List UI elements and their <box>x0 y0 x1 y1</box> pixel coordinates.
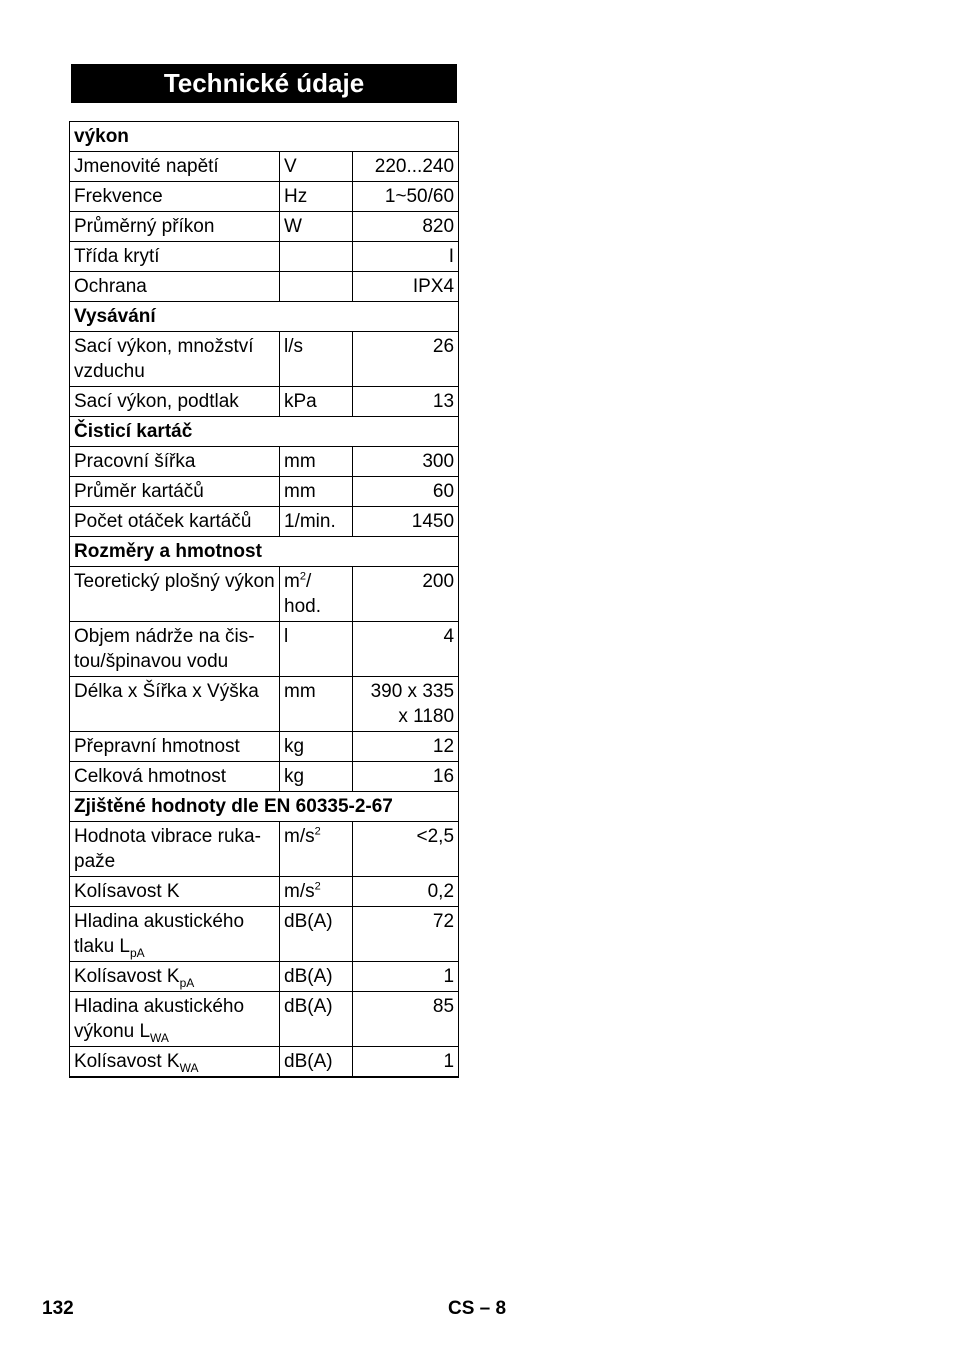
row-value: <2,5 <box>353 822 459 877</box>
row-unit <box>280 877 353 907</box>
row-unit: W <box>280 212 353 242</box>
row-unit <box>280 242 353 272</box>
row-label: Sací výkon, podtlak <box>70 387 280 417</box>
row-unit: 1/min. <box>280 507 353 537</box>
row-unit: l <box>280 622 353 677</box>
row-value: 72 <box>353 907 459 962</box>
label-text: Kolísavost K <box>74 1051 180 1072</box>
unit-superscript: 2 <box>314 825 321 838</box>
table-row <box>70 447 459 477</box>
row-value: 0,2 <box>353 877 459 907</box>
section-heading: výkon <box>70 122 459 152</box>
label-subscript: WA <box>150 1030 169 1045</box>
unit-base: m <box>284 571 300 592</box>
row-label: Pracovní šířka <box>70 447 280 477</box>
row-label: Počet otáček kartáčů <box>70 507 280 537</box>
section-heading-row <box>70 792 459 822</box>
row-unit: dB(A) <box>280 1047 353 1078</box>
table-row <box>70 567 459 622</box>
table-row <box>70 182 459 212</box>
row-value: 60 <box>353 477 459 507</box>
row-unit: kg <box>280 762 353 792</box>
label-text: Hladina akustického výkonu L <box>74 996 245 1042</box>
table-row <box>70 212 459 242</box>
row-label: Kolísavost K <box>70 877 280 907</box>
section-heading-row <box>70 122 459 152</box>
table-row <box>70 152 459 182</box>
row-label: Délka x Šířka x Výška <box>70 677 280 732</box>
row-label: Frekvence <box>70 182 280 212</box>
table-row <box>70 477 459 507</box>
section-heading-row <box>70 302 459 332</box>
section-heading-row <box>70 417 459 447</box>
row-unit: mm <box>280 677 353 732</box>
table-row <box>70 992 459 1047</box>
table-row <box>70 242 459 272</box>
table-row <box>70 1047 459 1078</box>
table-row <box>70 732 459 762</box>
row-label <box>70 907 280 962</box>
row-unit: l/s <box>280 332 353 387</box>
row-label: Hodnota vibrace ruka-paže <box>70 822 280 877</box>
label-text: Kolísavost K <box>74 966 180 987</box>
table-row <box>70 507 459 537</box>
unit-superscript: 2 <box>299 570 306 583</box>
row-unit: kg <box>280 732 353 762</box>
row-unit: mm <box>280 447 353 477</box>
table-row <box>70 822 459 877</box>
row-value: 1 <box>353 1047 459 1078</box>
label-subscript: pA <box>129 945 145 960</box>
row-value: 390 x 335 x 1180 <box>353 677 459 732</box>
table-row <box>70 387 459 417</box>
section-heading: Vysávání <box>70 302 459 332</box>
row-value: 12 <box>353 732 459 762</box>
table-row <box>70 677 459 732</box>
row-label: Průměrný příkon <box>70 212 280 242</box>
row-unit: dB(A) <box>280 907 353 962</box>
row-value: 300 <box>353 447 459 477</box>
row-value: 200 <box>353 567 459 622</box>
row-value: 1 <box>353 962 459 992</box>
row-value: 26 <box>353 332 459 387</box>
row-unit: Hz <box>280 182 353 212</box>
row-label: Teoretický plošný výkon <box>70 567 280 622</box>
row-value: 220...240 <box>353 152 459 182</box>
unit-base: m/s <box>284 881 315 902</box>
row-label: Jmenovité napětí <box>70 152 280 182</box>
section-heading: Zjištěné hodnoty dle EN 60335-2-67 <box>70 792 459 822</box>
table-row <box>70 762 459 792</box>
table-row <box>70 907 459 962</box>
row-unit: dB(A) <box>280 992 353 1047</box>
table-row <box>70 962 459 992</box>
table-row <box>70 622 459 677</box>
page-title: Technické údaje <box>71 64 457 103</box>
row-label <box>70 992 280 1047</box>
label-text: Hladina akustického tlaku L <box>74 911 245 957</box>
section-heading-row <box>70 537 459 567</box>
unit-suffix: / hod. <box>284 571 321 617</box>
row-unit: V <box>280 152 353 182</box>
table-row <box>70 332 459 387</box>
row-value: IPX4 <box>353 272 459 302</box>
row-label: Ochrana <box>70 272 280 302</box>
technical-data-table <box>69 121 459 1078</box>
row-label <box>70 1047 280 1078</box>
row-value: 1450 <box>353 507 459 537</box>
row-value: 1~50/60 <box>353 182 459 212</box>
row-value: 85 <box>353 992 459 1047</box>
row-label: Sací výkon, množství vzduchu <box>70 332 280 387</box>
table-row <box>70 877 459 907</box>
row-label: Třída krytí <box>70 242 280 272</box>
row-unit: kPa <box>280 387 353 417</box>
table-row <box>70 272 459 302</box>
row-unit <box>280 822 353 877</box>
row-unit <box>280 272 353 302</box>
section-heading: Čisticí kartáč <box>70 417 459 447</box>
row-value: I <box>353 242 459 272</box>
row-unit: dB(A) <box>280 962 353 992</box>
row-label: Objem nádrže na čis-tou/špinavou vodu <box>70 622 280 677</box>
row-value: 4 <box>353 622 459 677</box>
row-value: 16 <box>353 762 459 792</box>
label-subscript: WA <box>179 1060 199 1075</box>
language-page-code: CS – 8 <box>448 1298 507 1319</box>
section-heading: Rozměry a hmotnost <box>70 537 459 567</box>
row-label: Přepravní hmotnost <box>70 732 280 762</box>
row-value: 820 <box>353 212 459 242</box>
row-label <box>70 962 280 992</box>
page-number: 132 <box>42 1298 74 1319</box>
unit-superscript: 2 <box>314 880 321 893</box>
row-unit: mm <box>280 477 353 507</box>
row-value: 13 <box>353 387 459 417</box>
unit-base: m/s <box>284 826 315 847</box>
row-label: Průměr kartáčů <box>70 477 280 507</box>
row-unit <box>280 567 353 622</box>
label-subscript: pA <box>179 975 195 990</box>
row-label: Celková hmotnost <box>70 762 280 792</box>
